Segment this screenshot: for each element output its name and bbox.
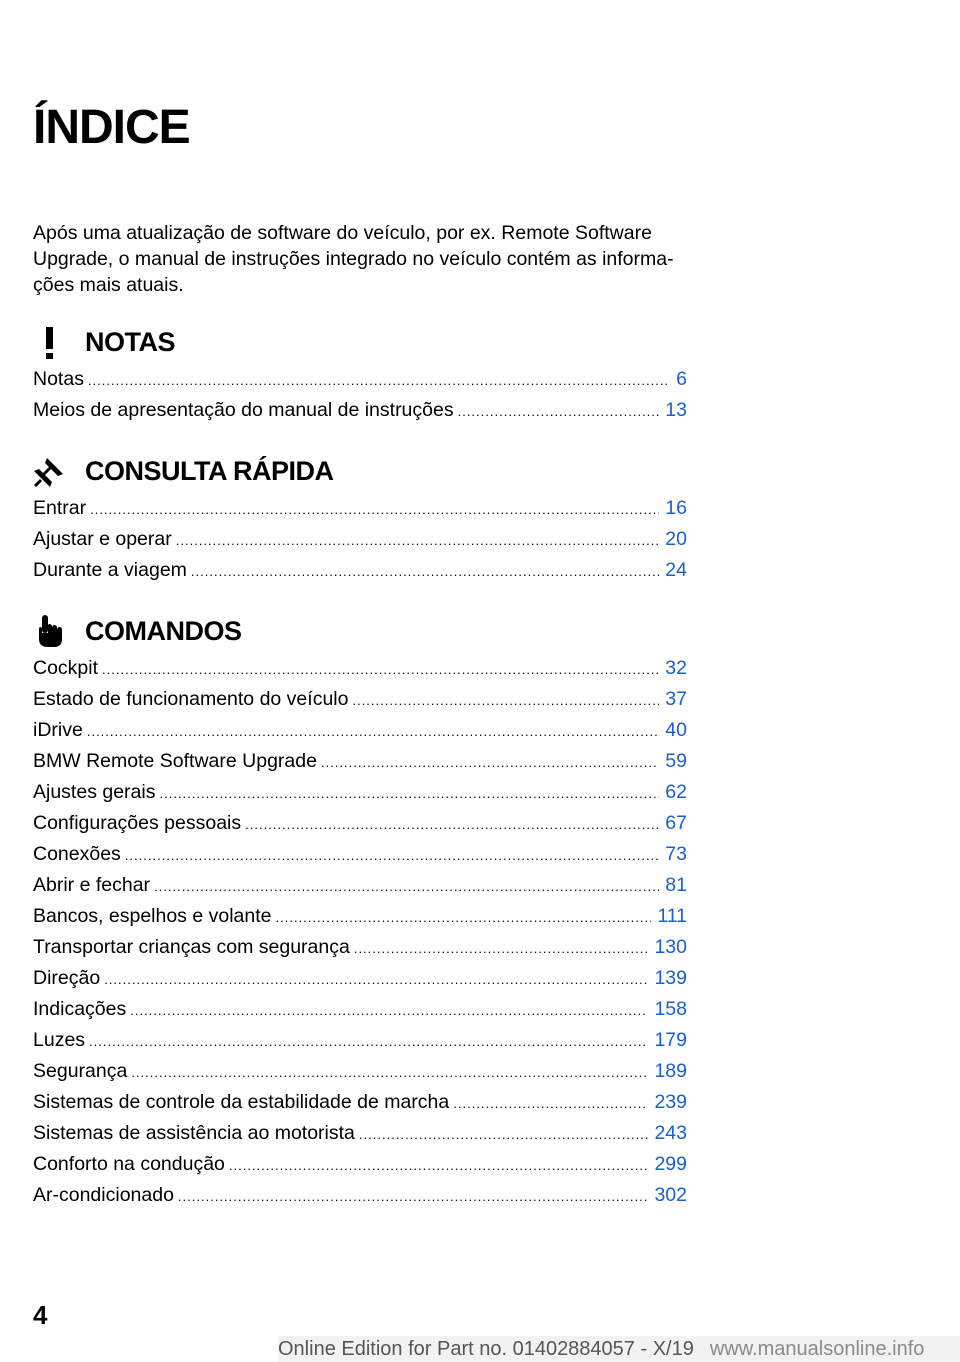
toc-entry-page-link[interactable]: 67 — [665, 812, 687, 834]
toc-entry-page-link[interactable]: 130 — [654, 936, 687, 958]
dot-leader — [90, 502, 659, 517]
toc-entry[interactable] — [33, 1184, 687, 1215]
toc-entry-label: Indicações — [33, 998, 127, 1020]
toc-entry-label: Ajustes gerais — [33, 781, 156, 803]
toc-entry[interactable] — [33, 1153, 687, 1184]
toc-entry-label: Notas — [33, 368, 84, 390]
dot-leader — [125, 848, 659, 863]
toc-entry[interactable] — [33, 657, 687, 688]
toc-entry[interactable] — [33, 1060, 687, 1091]
toc-entry-label: iDrive — [33, 719, 83, 741]
dot-leader — [154, 879, 659, 894]
toc-entry[interactable] — [33, 1122, 687, 1153]
dot-leader — [89, 1034, 648, 1049]
section-title: NOTAS — [85, 326, 175, 357]
toc-entry-label: Conexões — [33, 843, 121, 865]
footer-watermark: www.manualsonline.info — [709, 1337, 925, 1360]
toc-entry-page-link[interactable]: 73 — [665, 843, 687, 865]
toc-entry-label: Luzes — [33, 1029, 86, 1051]
toc-entry-label: Ajustar e operar — [33, 528, 172, 550]
toc-entry-label: Transportar crianças com segurança — [33, 936, 350, 958]
toc-entry-page-link[interactable]: 62 — [665, 781, 687, 803]
toc-entry[interactable] — [33, 998, 687, 1029]
dot-leader — [176, 533, 660, 548]
toc-entry[interactable] — [33, 936, 687, 967]
toc-entry-page-link[interactable]: 179 — [654, 1029, 687, 1051]
toc-entry-label: Estado de funcionamento do veículo — [33, 688, 349, 710]
toc-entry[interactable] — [33, 528, 687, 559]
toc-entry-page-link[interactable]: 243 — [654, 1122, 687, 1144]
dot-leader — [359, 1127, 649, 1142]
pin-icon — [33, 451, 75, 491]
toc-entry-page-link[interactable]: 302 — [654, 1184, 687, 1206]
toc-entry-page-link[interactable]: 299 — [654, 1153, 687, 1175]
page-title: ÍNDICE — [33, 101, 190, 154]
toc-entry-label: Abrir e fechar — [33, 874, 151, 896]
section-comandos — [33, 611, 687, 1215]
toc-entry[interactable] — [33, 905, 687, 936]
toc-entry-page-link[interactable]: 6 — [676, 368, 687, 390]
toc-entry[interactable] — [33, 967, 687, 998]
section-title: COMANDOS — [85, 615, 242, 646]
dot-leader — [178, 1189, 649, 1204]
toc-entry-page-link[interactable]: 32 — [665, 657, 687, 679]
toc-entry-label: BMW Remote Software Upgrade — [33, 750, 317, 772]
dot-leader — [104, 972, 648, 987]
toc-entry-label: Configurações pessoais — [33, 812, 242, 834]
toc-entry-page-link[interactable]: 139 — [654, 967, 687, 989]
dot-leader — [354, 941, 649, 956]
dot-leader — [130, 1003, 648, 1018]
toc-entry-label: Sistemas de controle da estabilidade de marcha — [33, 1091, 450, 1113]
toc-entry-label: Ar-condicionado — [33, 1184, 174, 1206]
toc-entry-label: Conforto na condução — [33, 1153, 225, 1175]
toc-entry[interactable] — [33, 874, 687, 905]
dot-leader — [458, 404, 660, 419]
toc-entry-label: Entrar — [33, 497, 87, 519]
toc-entry[interactable] — [33, 1029, 687, 1060]
toc-entry-label: Meios de apresentação do manual de instruções — [33, 399, 454, 421]
section-header — [33, 611, 687, 651]
dot-leader — [159, 786, 659, 801]
toc-entry-page-link[interactable]: 239 — [654, 1091, 687, 1113]
toc-entry[interactable] — [33, 368, 687, 399]
dot-leader — [87, 724, 659, 739]
toc-entry[interactable] — [33, 497, 687, 528]
toc-entry-label: Sistemas de assistência ao motorista — [33, 1122, 355, 1144]
toc-entry[interactable] — [33, 843, 687, 874]
dot-leader — [276, 910, 652, 925]
page-number: 4 — [33, 1300, 48, 1330]
toc-entry-page-link[interactable]: 16 — [665, 497, 687, 519]
toc-entry-page-link[interactable]: 24 — [665, 559, 687, 581]
section-title: CONSULTA RÁPIDA — [85, 455, 334, 486]
toc-entry-page-link[interactable]: 111 — [657, 905, 687, 927]
dot-leader — [453, 1096, 648, 1111]
footer-edition: Online Edition for Part no. 01402884057 - X/19 — [278, 1337, 694, 1360]
toc-entry-label: Segurança — [33, 1060, 128, 1082]
toc-entry-page-link[interactable]: 37 — [665, 688, 687, 710]
toc-entry-label: Durante a viagem — [33, 559, 187, 581]
toc-entry-page-link[interactable]: 40 — [665, 719, 687, 741]
toc-entry-page-link[interactable]: 189 — [654, 1060, 687, 1082]
section-consulta-rapida — [33, 451, 687, 590]
exclamation-icon — [33, 322, 75, 362]
toc-entry-page-link[interactable]: 13 — [665, 399, 687, 421]
toc-entry-page-link[interactable]: 20 — [665, 528, 687, 550]
toc-entry-label: Direção — [33, 967, 101, 989]
dot-leader — [191, 564, 659, 579]
section-notas — [33, 322, 687, 430]
dot-leader — [131, 1065, 648, 1080]
footer-banner — [278, 1336, 960, 1362]
toc-entry[interactable] — [33, 559, 687, 590]
section-header — [33, 322, 687, 362]
toc-entry[interactable] — [33, 688, 687, 719]
toc-entry[interactable] — [33, 719, 687, 750]
toc-entry[interactable] — [33, 399, 687, 430]
toc-entry-page-link[interactable]: 158 — [654, 998, 687, 1020]
dot-leader — [102, 662, 659, 677]
dot-leader — [321, 755, 659, 770]
toc-entry[interactable] — [33, 781, 687, 812]
toc-entry-label: Cockpit — [33, 657, 99, 679]
section-header — [33, 451, 687, 491]
toc-entry[interactable] — [33, 1091, 687, 1122]
toc-entry[interactable] — [33, 812, 687, 843]
pointing-hand-icon — [33, 611, 75, 651]
toc-entry[interactable] — [33, 750, 687, 781]
toc-entry-page-link[interactable]: 81 — [665, 874, 687, 896]
toc-entry-label: Bancos, espelhos e volante — [33, 905, 272, 927]
dot-leader — [245, 817, 659, 832]
dot-leader — [88, 373, 670, 388]
dot-leader — [352, 693, 659, 708]
toc-entry-page-link[interactable]: 59 — [665, 750, 687, 772]
intro-paragraph: Após uma atualização de software do veículo, por ex. Remote Software Upgrade, o manual de instruções integrado no veículo contém as informações mais atuais. — [33, 222, 674, 296]
dot-leader — [229, 1158, 649, 1173]
